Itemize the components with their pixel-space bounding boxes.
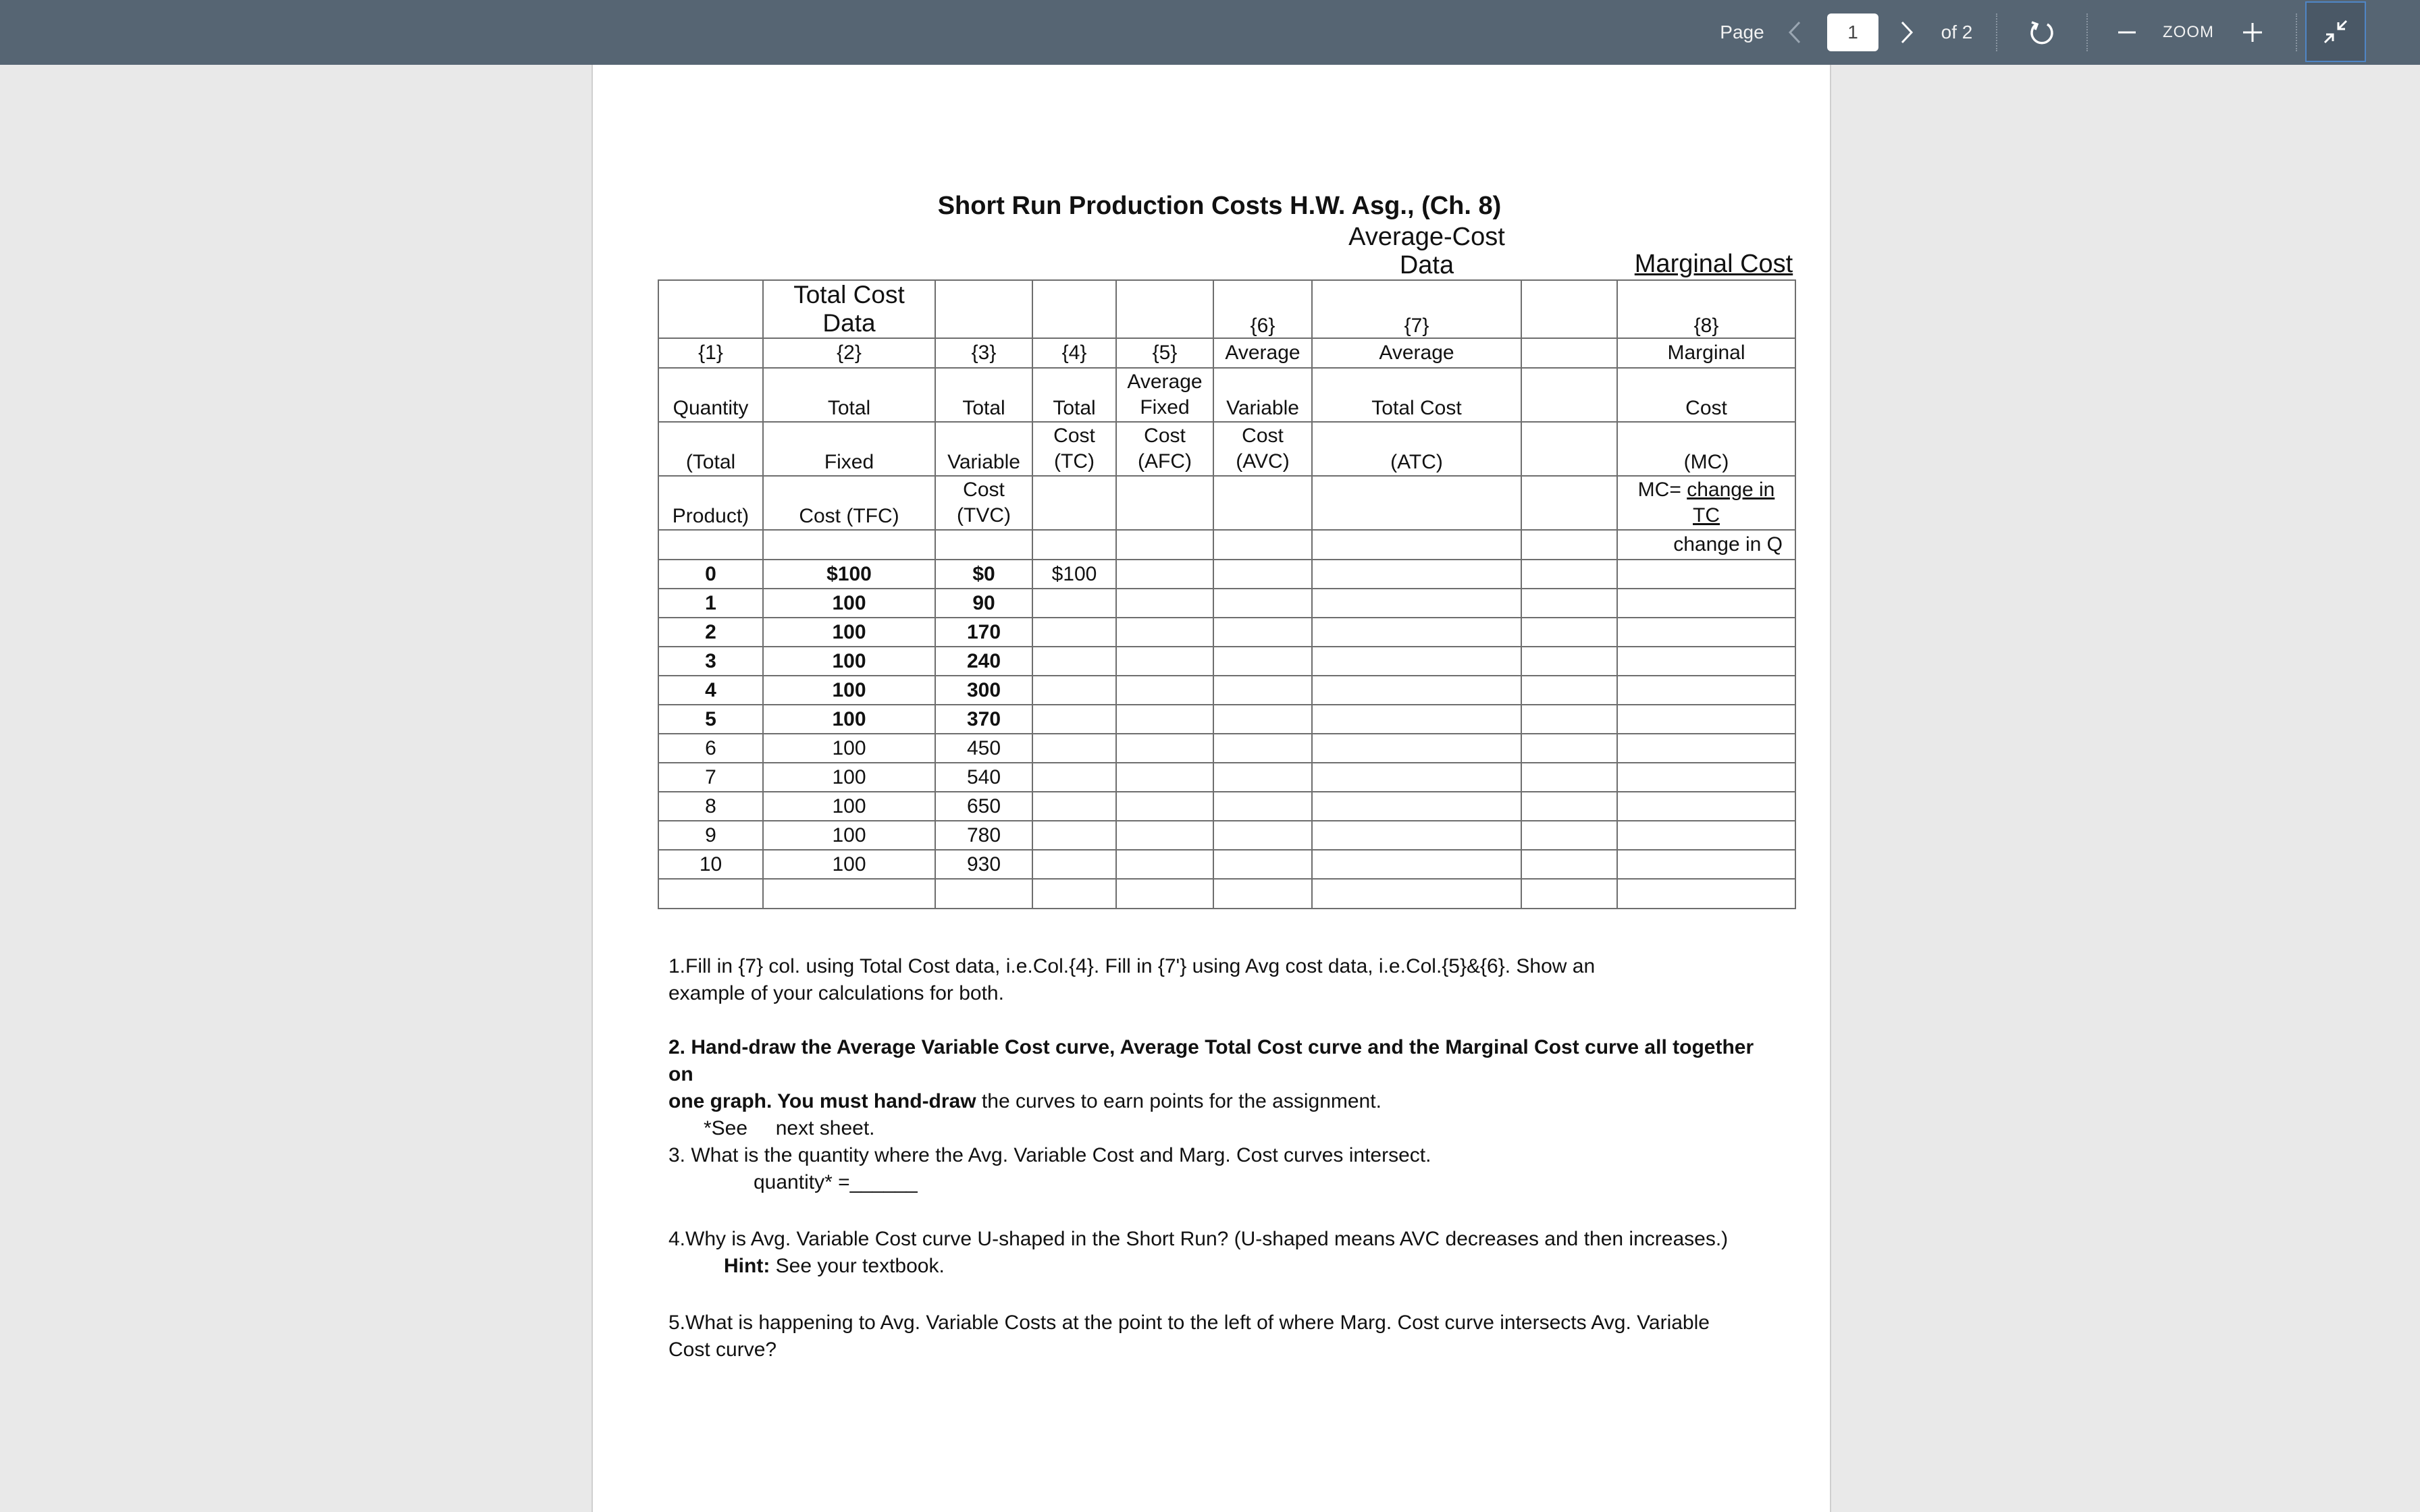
question-4-hint: Hint: See your textbook.	[724, 1255, 945, 1277]
tc-cell	[1032, 589, 1116, 618]
empty-cell	[1521, 647, 1617, 676]
empty-cell	[1617, 560, 1795, 589]
cost-table: Total Cost Data {6} {7} {8} {1} {2} {3} {4} {5} Average Average Marginal Quantity Total Total Total Average Fixed Variable Total Cost Cost (Total Fixed Variable Cost (TC) Cost (AFC) Cost (AVC) (ATC) (MC) Product) Cost (TFC) Cost (TVC) MC= change in TC change in Q 0 $100 $0 $100 1 100 90 2 100 170 3 100 240 4 100 300 5 100 370 6 100 450 7 100 540 8 100 650 9 100 780 10 100 930	[658, 279, 1796, 909]
toolbar-divider	[2296, 14, 2297, 51]
collapse-icon	[2322, 18, 2349, 45]
table-row	[658, 734, 1795, 763]
tc-cell	[1032, 792, 1116, 821]
table-row	[658, 821, 1795, 850]
rotate-button[interactable]	[2023, 0, 2061, 65]
mc-formula: MC= change in TC	[1617, 476, 1795, 530]
document-page	[591, 65, 1831, 1512]
question-2: 2. Hand-draw the Average Variable Cost curve, Average Total Cost curve and the Marginal Cost curve all together on one graph. You must hand-draw the curves to earn points for the assignment.	[668, 1036, 1754, 1112]
empty-cell	[1617, 734, 1795, 763]
empty-cell	[1213, 589, 1312, 618]
empty-cell	[1312, 589, 1521, 618]
tfc-cell: 100	[763, 618, 935, 647]
question-3-answer: quantity* =______	[754, 1171, 918, 1193]
empty-cell	[1312, 792, 1521, 821]
tc-cell	[1032, 618, 1116, 647]
tvc-cell: 90	[935, 589, 1032, 618]
next-page-button[interactable]	[1891, 0, 1923, 65]
empty-cell	[1116, 792, 1213, 821]
col8-num: {8}	[1617, 280, 1795, 338]
question-4: 4.Why is Avg. Variable Cost curve U-shaped in the Short Run? (U-shaped means AVC decreases and then increases.)	[668, 1228, 1729, 1250]
tvc-cell: 300	[935, 676, 1032, 705]
tc-cell	[1032, 763, 1116, 792]
quantity-cell: 6	[658, 734, 763, 763]
tfc-cell: 100	[763, 676, 935, 705]
col2-num: {2}	[763, 338, 935, 368]
empty-cell	[1213, 821, 1312, 850]
empty-cell	[1312, 850, 1521, 879]
empty-cell	[1617, 705, 1795, 734]
empty-cell	[1116, 618, 1213, 647]
previous-page-button[interactable]	[1780, 0, 1810, 65]
tvc-cell: $0	[935, 560, 1032, 589]
question-1: 1.Fill in {7} col. using Total Cost data, i.e.Col.{4}. Fill in {7'} using Avg cost data, i.e.Col.{5}&{6}. Show an example of your calculations for both.	[668, 955, 1596, 1004]
empty-cell	[1116, 763, 1213, 792]
chevron-left-icon	[1787, 20, 1802, 45]
empty-cell	[1521, 792, 1617, 821]
col7-num: {7}	[1312, 280, 1521, 338]
quantity-cell: 7	[658, 763, 763, 792]
empty-cell	[1521, 589, 1617, 618]
tc-cell	[1032, 734, 1116, 763]
empty-cell	[1312, 763, 1521, 792]
tvc-cell: 170	[935, 618, 1032, 647]
marginal-cost-header: Marginal Cost	[1634, 250, 1793, 278]
quantity-cell: 8	[658, 792, 763, 821]
tvc-cell: 540	[935, 763, 1032, 792]
tfc-cell: 100	[763, 647, 935, 676]
question-2-note: *See next sheet.	[704, 1117, 875, 1139]
empty-cell	[1213, 560, 1312, 589]
tc-cell: $100	[1032, 560, 1116, 589]
average-cost-data-header: Average-Cost Data	[1348, 223, 1505, 279]
tc-cell	[1032, 647, 1116, 676]
empty-cell	[1617, 618, 1795, 647]
tfc-cell: 100	[763, 821, 935, 850]
empty-cell	[1521, 821, 1617, 850]
empty-cell	[1213, 647, 1312, 676]
table-row	[658, 618, 1795, 647]
tfc-cell: $100	[763, 560, 935, 589]
empty-cell	[1312, 676, 1521, 705]
toolbar-divider	[1996, 14, 1997, 51]
tvc-cell: 650	[935, 792, 1032, 821]
tvc-cell: 240	[935, 647, 1032, 676]
empty-cell	[1116, 821, 1213, 850]
empty-cell	[1617, 821, 1795, 850]
empty-cell	[1312, 647, 1521, 676]
quantity-cell: 10	[658, 850, 763, 879]
tvc-cell: 780	[935, 821, 1032, 850]
tc-cell	[1032, 705, 1116, 734]
empty-cell	[1521, 618, 1617, 647]
col4-num: {4}	[1032, 338, 1116, 368]
empty-cell	[1521, 676, 1617, 705]
empty-cell	[1213, 734, 1312, 763]
col3-num: {3}	[935, 338, 1032, 368]
empty-cell	[1617, 676, 1795, 705]
tvc-cell: 370	[935, 705, 1032, 734]
col5-num: {5}	[1116, 338, 1213, 368]
table-row	[658, 792, 1795, 821]
tvc-cell: 450	[935, 734, 1032, 763]
empty-cell	[1617, 850, 1795, 879]
pdf-toolbar	[0, 0, 2420, 65]
empty-cell	[1312, 705, 1521, 734]
tfc-cell: 100	[763, 705, 935, 734]
table-row	[658, 850, 1795, 879]
empty-cell	[1617, 647, 1795, 676]
total-cost-data-header: Total Cost Data	[763, 280, 935, 338]
table-row	[658, 705, 1795, 734]
minus-icon	[2118, 30, 2136, 34]
empty-cell	[1116, 734, 1213, 763]
empty-cell	[1617, 589, 1795, 618]
empty-cell	[1116, 676, 1213, 705]
quantity-cell: 0	[658, 560, 763, 589]
tfc-cell: 100	[763, 792, 935, 821]
empty-cell	[1116, 560, 1213, 589]
empty-cell	[1213, 850, 1312, 879]
table-row	[658, 647, 1795, 676]
quantity-cell: 9	[658, 821, 763, 850]
empty-cell	[1213, 618, 1312, 647]
empty-cell	[1312, 821, 1521, 850]
table-row	[658, 560, 1795, 589]
empty-cell	[1521, 560, 1617, 589]
quantity-cell: 2	[658, 618, 763, 647]
empty-cell	[1521, 734, 1617, 763]
tfc-cell: 100	[763, 589, 935, 618]
tc-cell	[1032, 821, 1116, 850]
document-title: Short Run Production Costs H.W. Asg., (Ch. 8)	[937, 192, 1502, 220]
empty-cell	[1213, 676, 1312, 705]
col6-num: {6}	[1213, 280, 1312, 338]
tc-cell	[1032, 850, 1116, 879]
zoom-in-button[interactable]	[2234, 0, 2271, 65]
empty-cell	[1521, 705, 1617, 734]
tfc-cell: 100	[763, 850, 935, 879]
quantity-cell: 5	[658, 705, 763, 734]
table-row	[658, 589, 1795, 618]
empty-cell	[1116, 647, 1213, 676]
tfc-cell: 100	[763, 763, 935, 792]
quantity-cell: 4	[658, 676, 763, 705]
empty-cell	[1116, 705, 1213, 734]
empty-cell	[1312, 618, 1521, 647]
empty-cell	[1312, 560, 1521, 589]
table-row	[658, 763, 1795, 792]
empty-cell	[1521, 850, 1617, 879]
empty-cell	[1521, 763, 1617, 792]
toolbar-divider	[2086, 14, 2088, 51]
quantity-cell: 1	[658, 589, 763, 618]
questions	[668, 953, 1776, 1364]
tc-cell	[1032, 676, 1116, 705]
empty-cell	[1116, 850, 1213, 879]
zoom-out-button[interactable]	[2111, 0, 2143, 65]
empty-cell	[1116, 589, 1213, 618]
col1-num: {1}	[658, 338, 763, 368]
rotate-icon	[2028, 19, 2055, 46]
collapse-view-button[interactable]	[2305, 1, 2366, 62]
empty-cell	[1617, 792, 1795, 821]
empty-cell	[1312, 734, 1521, 763]
table-row	[658, 676, 1795, 705]
empty-cell	[1213, 763, 1312, 792]
zoom-label: ZOOM	[2163, 23, 2214, 41]
question-5: 5.What is happening to Avg. Variable Costs at the point to the left of where Marg. Cost curve intersects Avg. Variable Cost curve?	[668, 1312, 1710, 1361]
chevron-right-icon	[1899, 20, 1914, 45]
page-label: Page	[1720, 22, 1764, 43]
tvc-cell: 930	[935, 850, 1032, 879]
question-3: 3. What is the quantity where the Avg. Variable Cost and Marg. Cost curves intersect.	[668, 1144, 1431, 1166]
empty-cell	[1213, 705, 1312, 734]
quantity-cell: 3	[658, 647, 763, 676]
tfc-cell: 100	[763, 734, 935, 763]
plus-icon	[2242, 22, 2263, 43]
page-number-input[interactable]	[1827, 14, 1878, 51]
empty-cell	[1617, 763, 1795, 792]
empty-cell	[1213, 792, 1312, 821]
page-count: of 2	[1941, 22, 1973, 43]
